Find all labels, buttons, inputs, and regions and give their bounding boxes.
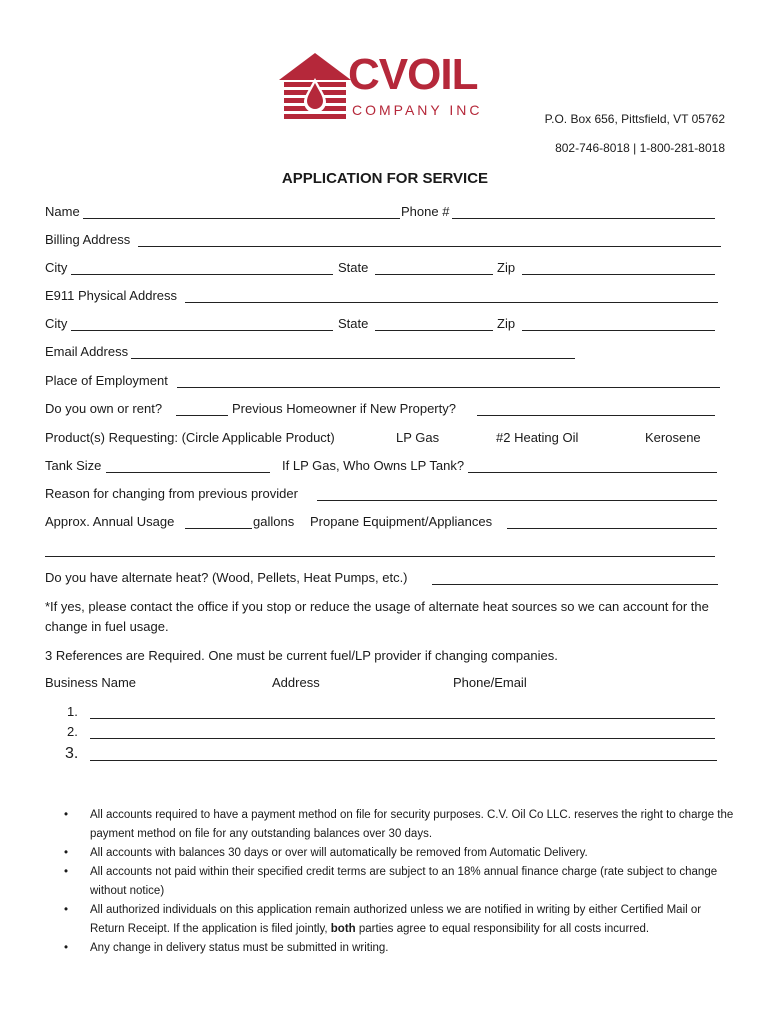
employment-label: Place of Employment [45, 373, 168, 388]
ref-header-phone: Phone/Email [453, 675, 527, 690]
city-field-2[interactable] [71, 330, 333, 331]
ref-number-3: 3. [65, 745, 79, 762]
alt-heat-note: *If yes, please contact the office if you stop or reduce the usage of alternate heat sources so we can account for the change in fuel usage. [45, 599, 709, 634]
phone-label: Phone # [401, 204, 450, 219]
terms-item [64, 863, 734, 901]
terms-item [64, 844, 734, 863]
alt-heat-field[interactable] [432, 584, 718, 585]
reference-2-field[interactable] [90, 738, 715, 739]
company-logo [276, 50, 496, 122]
tank-size-field[interactable] [106, 472, 270, 473]
prev-owner-field[interactable] [477, 415, 715, 416]
state-field-2[interactable] [375, 330, 493, 331]
tank-size-label: Tank Size [45, 458, 102, 473]
bullet-icon: • [64, 942, 69, 954]
name-field[interactable] [83, 218, 400, 219]
products-label: Product(s) Requesting: (Circle Applicable Product) [45, 430, 335, 445]
terms-item [64, 939, 734, 958]
billing-address-field[interactable] [138, 246, 721, 247]
employment-field[interactable] [177, 387, 720, 388]
terms-list [64, 806, 734, 958]
billing-address-label: Billing Address [45, 232, 131, 247]
own-rent-label: Do you own or rent? [45, 401, 163, 416]
terms-text-2: All accounts with balances 30 days or over will automatically be removed from Automatic Delivery. [90, 847, 588, 859]
own-rent-field[interactable] [176, 415, 228, 416]
ref-header-business: Business Name [45, 675, 137, 690]
ref-header-address: Address [272, 675, 320, 690]
kerosene-option[interactable]: Kerosene [645, 430, 701, 445]
zip-field-2[interactable] [522, 330, 715, 331]
references-note: 3 References are Required. One must be current fuel/LP provider if changing companies. [45, 648, 558, 663]
terms-item [64, 901, 734, 939]
state-label-2: State [338, 316, 369, 331]
ref-number-1: 1. [67, 704, 78, 719]
lp-owner-label: If LP Gas, Who Owns LP Tank? [282, 458, 465, 473]
heating-oil-option[interactable]: #2 Heating Oil [496, 430, 579, 445]
reference-3-field[interactable] [90, 760, 717, 761]
ref-number-2: 2. [67, 724, 78, 739]
terms-text-1: All accounts required to have a payment method on file for security purposes. C.V. Oil Co LLC. reserves the right to charge the payment method on file for any outstanding balances over 30 days. [90, 809, 734, 840]
terms-text-5: Any change in delivery status must be submitted in writing. [90, 942, 389, 954]
bullet-icon: • [64, 904, 69, 916]
lp-owner-field[interactable] [468, 472, 717, 473]
logo-subtitle: COMPANY INC [352, 102, 483, 118]
terms-item [64, 806, 734, 844]
reason-field[interactable] [317, 500, 717, 501]
terms-text-4-end: parties agree to equal responsibility for all costs incurred. [358, 923, 650, 935]
state-field[interactable] [375, 274, 493, 275]
alt-heat-label: Do you have alternate heat? (Wood, Pellets, Heat Pumps, etc.) [45, 570, 408, 585]
lp-gas-option[interactable]: LP Gas [396, 430, 440, 445]
e911-label: E911 Physical Address [45, 288, 177, 303]
state-label: State [338, 260, 369, 275]
page-title: APPLICATION FOR SERVICE [281, 170, 489, 187]
email-label: Email Address [45, 344, 129, 359]
bullet-icon: • [64, 809, 69, 821]
phone-field[interactable] [452, 218, 715, 219]
name-label: Name [45, 204, 80, 219]
gallons-label: gallons [253, 514, 295, 529]
logo-wordmark: CVOIL [348, 50, 478, 99]
annual-usage-label: Approx. Annual Usage [45, 514, 175, 529]
city-field[interactable] [71, 274, 333, 275]
house-drop-icon [276, 50, 354, 120]
zip-label: Zip [497, 260, 516, 275]
company-address: P.O. Box 656, Pittsfield, VT 05762 [544, 112, 725, 126]
bullet-icon: • [64, 866, 69, 878]
terms-text-3: All accounts not paid within their specified credit terms are subject to an 18% annual finance charge (rate subject to change without notice) [90, 866, 718, 897]
propane-equipment-label: Propane Equipment/Appliances [310, 514, 493, 529]
reference-1-field[interactable] [90, 718, 715, 719]
e911-field[interactable] [185, 302, 718, 303]
reason-label: Reason for changing from previous provider [45, 486, 298, 501]
city-label: City [45, 260, 68, 275]
email-field[interactable] [131, 358, 575, 359]
annual-usage-field[interactable] [185, 528, 252, 529]
zip-field[interactable] [522, 274, 715, 275]
zip-label-2: Zip [497, 316, 516, 331]
terms-text-4: All authorized individuals on this application remain authorized unless we are notified in writing by either Certified Mail or Return Receipt. If the application is filed jointly, [90, 904, 702, 935]
bullet-icon: • [64, 847, 69, 859]
propane-equipment-field[interactable] [507, 528, 717, 529]
propane-equipment-field-continued[interactable] [45, 556, 715, 557]
terms-text-4-bold: both [330, 923, 356, 935]
prev-owner-label: Previous Homeowner if New Property? [232, 401, 456, 416]
city-label-2: City [45, 316, 68, 331]
company-phones: 802-746-8018 | 1-800-281-8018 [555, 141, 725, 155]
